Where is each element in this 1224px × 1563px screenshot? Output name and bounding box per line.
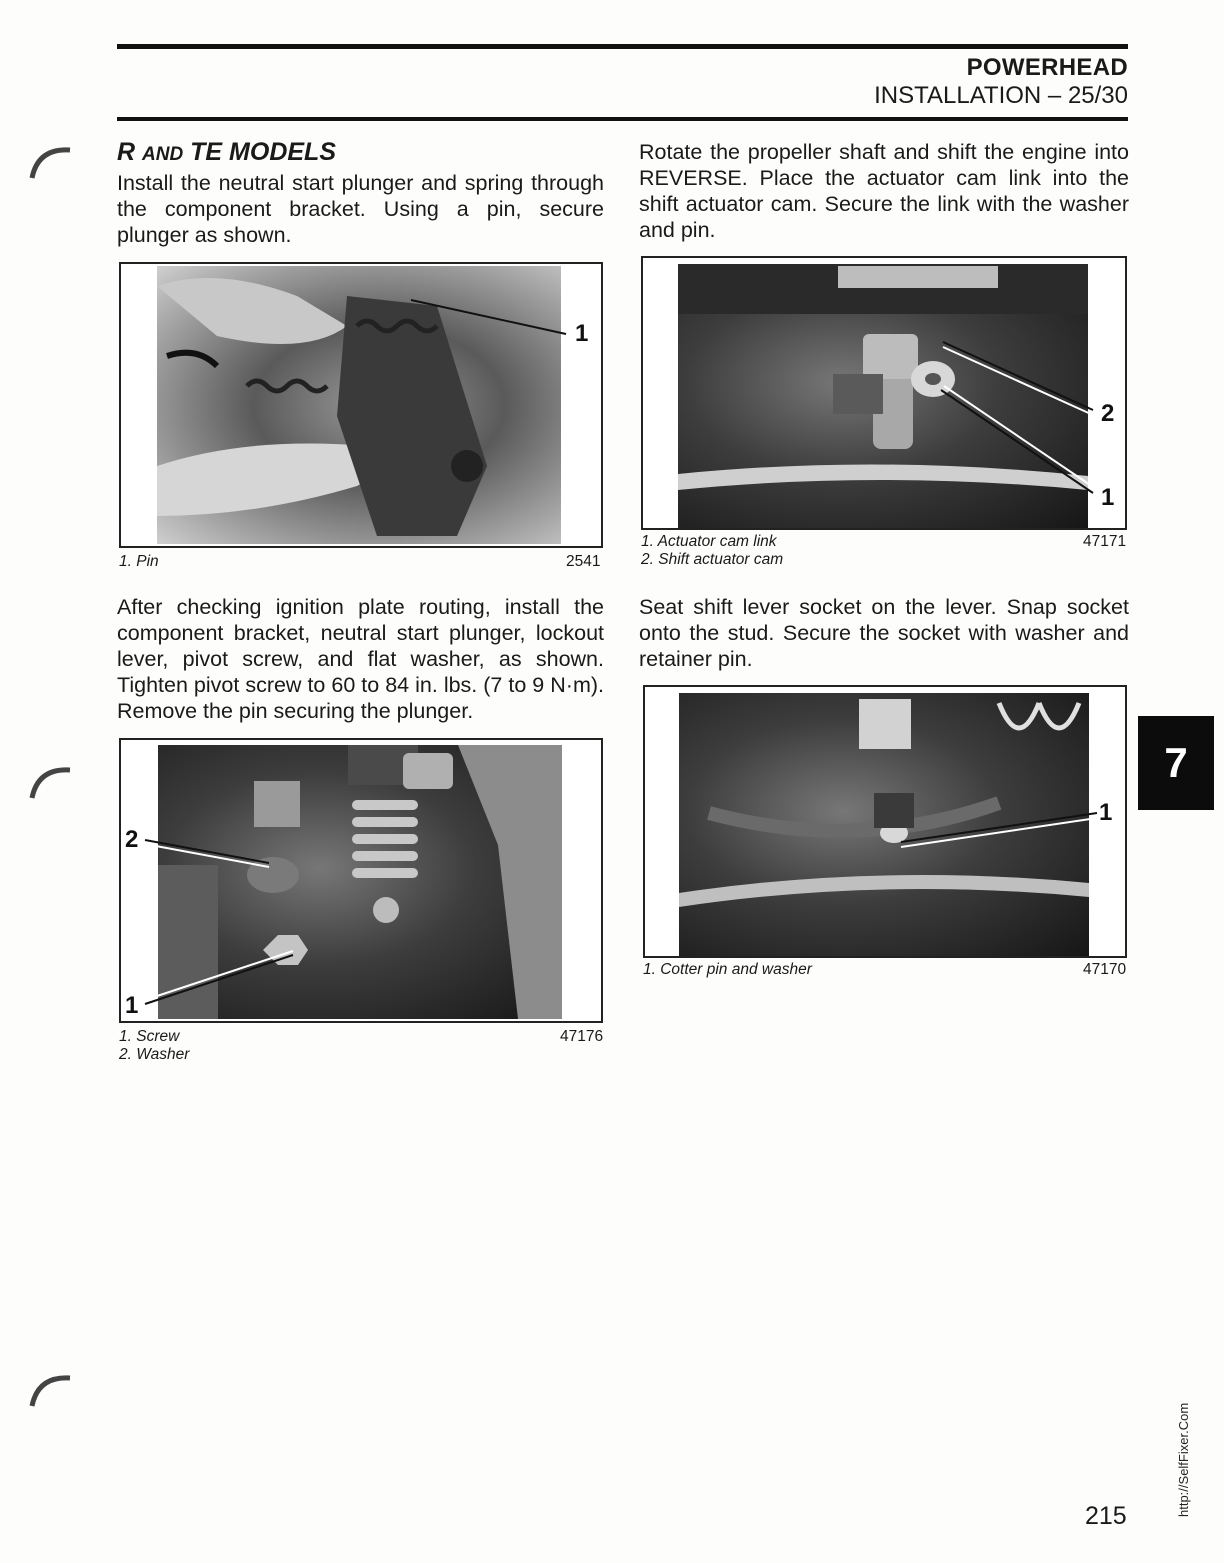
section-title-models: MODELS (229, 138, 336, 166)
watermark-url: http://SelfFixer.Com (1176, 1402, 1191, 1517)
callout-2: 2 (125, 826, 139, 853)
header-subtitle: INSTALLATION – 25/30 (874, 82, 1128, 109)
figure-caption: 2. Shift actuator cam (641, 551, 784, 568)
page-number: 215 (1085, 1502, 1127, 1530)
figure-caption: 1. Screw (119, 1028, 180, 1045)
figure-actuator-cam (641, 256, 1127, 530)
figure-number: 47171 (1083, 533, 1127, 550)
figure-caption: 2. Washer (119, 1046, 190, 1063)
binder-hole-mark (18, 758, 78, 818)
callout-1: 1 (1101, 484, 1115, 511)
figure-pin (119, 262, 603, 548)
paragraph-ignition-plate: After checking ignition plate routing, install the component bracket, neutral start plunger, lockout lever, pivot screw, and flat washer, as shown. Tighten pivot screw to 60 to 84 in. lbs. (7 to 9 N·m). Remove the pin securing the plunger. (117, 595, 604, 723)
figure-cotter-pin (643, 685, 1127, 958)
header-bottom-rule (117, 117, 1128, 121)
header-title: POWERHEAD (966, 54, 1128, 81)
paragraph-install-plunger: Install the neutral start plunger and spring through the component bracket. Using a pin, secure plunger as shown. (117, 171, 604, 247)
header-top-rule (117, 44, 1128, 49)
callout-1: 1 (575, 320, 589, 347)
paragraph-rotate-shaft: Rotate the propeller shaft and shift the engine into REVERSE. Place the actuator cam link into the shift actuator cam. Secure the link with the washer and pin. (639, 140, 1129, 242)
figure-caption: 1. Pin (119, 553, 159, 570)
callout-1: 1 (125, 992, 139, 1019)
figure-caption: 1. Cotter pin and washer (643, 961, 812, 978)
binder-hole-mark (18, 1366, 78, 1426)
callout-2: 2 (1101, 400, 1115, 427)
section-title-r: R (117, 138, 136, 166)
figure-caption: 1. Actuator cam link (641, 533, 777, 550)
figure-number: 47170 (1083, 961, 1127, 978)
figure-number: 47176 (560, 1028, 604, 1045)
figure-screw-washer (119, 738, 603, 1023)
section-title (117, 138, 336, 167)
section-title-and: AND (142, 144, 184, 165)
figure-number: 2541 (566, 553, 601, 570)
paragraph-shift-lever: Seat shift lever socket on the lever. Snap socket onto the stud. Secure the socket with washer and retainer pin. (639, 595, 1129, 671)
callout-1: 1 (1099, 799, 1113, 826)
binder-hole-mark (18, 138, 78, 198)
chapter-tab: 7 (1138, 716, 1214, 810)
section-title-te: TE (190, 138, 223, 166)
